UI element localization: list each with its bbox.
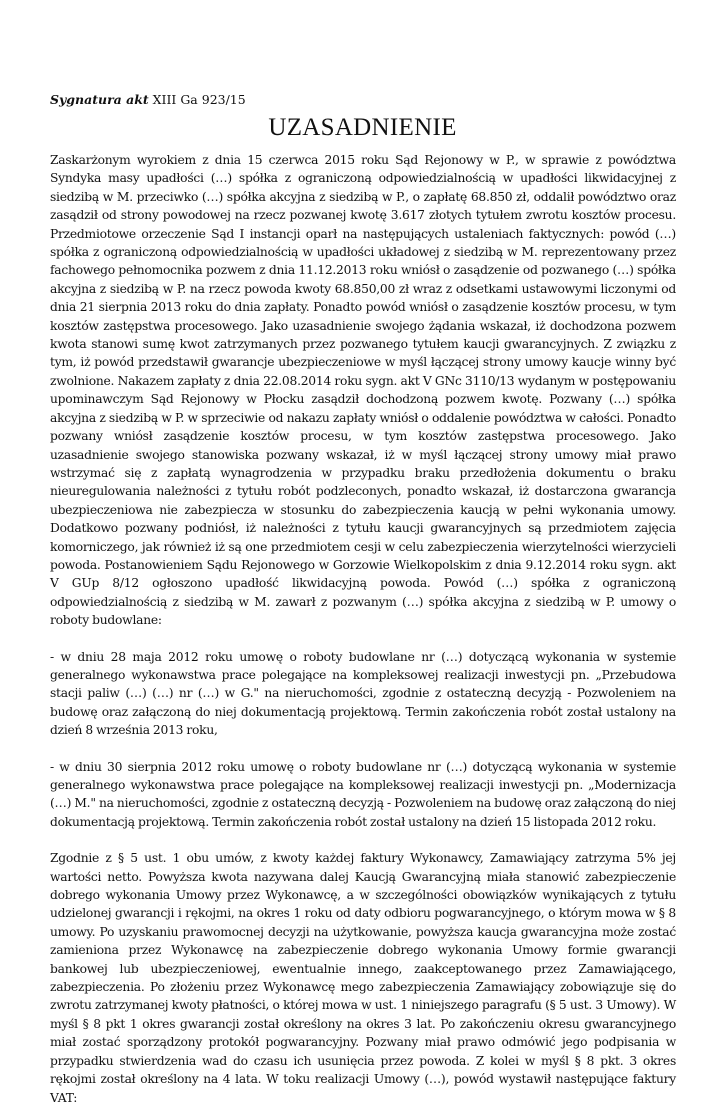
case-signature-value: XIII Ga 923/15: [152, 92, 246, 107]
document-body: [50, 151, 676, 1107]
case-signature: [50, 92, 246, 108]
document-title: UZASADNIENIE: [268, 114, 457, 141]
paragraph-contract-2: - w dniu 30 sierpnia 2012 roku umowę o roboty budowlane nr (…) dotyczącą wykonania w systemie generalnego wykonawstwa prace polegające na kompleksowej realizacji inwestycji pn. „Modernizacja (…) M." na nieruchomości, zgodnie z ostateczną decyzją - Pozwoleniem na budowę oraz załączoną do niej dokumentacją projektową. Termin zakończenia robót został ustalony na dzień 15 listopada 2012 roku.: [50, 759, 676, 829]
paragraph-judgment: Zaskarżonym wyrokiem z dnia 15 czerwca 2015 roku Sąd Rejonowy w P., w sprawie z powództwa Syndyka masy upadłości (…) spółka z ograniczoną odpowiedzialnością w upadłości likwidacyjnej z siedzibą w M. przeciwko (…) spółka akcyjna z siedzibą w P., o zapłatę 68.850 zł, oddalił powództwo oraz zasądził od strony powodowej na rzecz pozwanej kwotę 3.617 złotych tytułem zwrotu kosztów procesu. Przedmiotowe orzeczenie Sąd I instancji oparł na następujących ustaleniach faktycznych: powód (…) spółka z ograniczoną odpowiedzialnością w upadłości układowej z siedzibą w M. reprezentowany przez fachowego pełnomocnika pozwem z dnia 11.12.2013 roku wniósł o zasądzenie od pozwanego (…) spółka akcyjna z siedzibą w P. na rzecz powoda kwoty 68.850,00 zł wraz z odsetkami ustawowymi liczonymi od dnia 21 sierpnia 2013 roku do dnia zapłaty. Ponadto powód wniósł o zasądzenie kosztów procesu, w tym kosztów zastępstwa procesowego. Jako uzasadnienie swojego żądania wskazał, iż dochodzona pozwem kwota stanowi sumę kwot zatrzymanych przez pozwanego tytułem kaucji gwarancyjnych. Z związku z tym, iż powód przedstawił gwarancje ubezpieczeniowe w myśl łączącej strony umowy kaucje winny być zwolnione. Nakazem zapłaty z dnia 22.08.2014 roku sygn. akt V GNc 3110/13 wydanym w postępowaniu upominawczym Sąd Rejonowy w Płocku zasądził dochodzoną pozwem kwotę. Pozwany (…) spółka akcyjna z siedzibą w P. w sprzeciwie od nakazu zapłaty wniósł o oddalenie powództwa w całości. Ponadto pozwany wniósł zasądzenie kosztów procesu, w tym kosztów zastępstwa procesowego. Jako uzasadnienie swojego stanowiska pozwany wskazał, iż w myśl łączącej strony umowy miał prawo wstrzymać się z zapłatą wynagrodzenia w przypadku braku przedłożenia dokumentu o braku nieuregulowania należności z tytułu robót podzleconych, ponadto wskazał, iż dostarczona gwarancja ubezpieczeniowa nie zabezpiecza w stosunku do zabezpieczenia kaucją w pełni wykonania umowy. Dodatkowo pozwany podniósł, iż należności z tytułu kaucji gwarancyjnych są przedmiotem zajęcia komorniczego, jak również iż są one przedmiotem cesji w celu zabezpieczenia wierzytelności wierzycieli powoda. Postanowieniem Sądu Rejonowego w Gorzowie Wielkopolskim z dnia 9.12.2014 roku sygn. akt V GUp 8/12 ogłoszono upadłość likwidacyjną powoda. Powód (…) spółka z ograniczoną odpowiedzialnością z siedzibą w M. zawarł z pozwanym (…) spółka akcyjna z siedzibą w P. umowy o roboty budowlane:: [50, 153, 676, 628]
paragraph-contract-1: - w dniu 28 maja 2012 roku umowę o roboty budowlane nr (…) dotyczącą wykonania w systemie generalnego wykonawstwa prace polegające na kompleksowej realizacji inwestycji pn. „Przebudowa stacji paliw (…) (…) nr (…) w G." na nieruchomości, zgodnie z ostateczną decyzją - Pozwoleniem na budowę oraz załączoną do niej dokumentacją projektową. Termin zakończenia robót został ustalony na dzień 8 września 2013 roku,: [50, 649, 676, 738]
case-signature-label: Sygnatura akt: [50, 92, 149, 107]
paragraph-guarantee: Zgodnie z § 5 ust. 1 obu umów, z kwoty każdej faktury Wykonawcy, Zamawiający zatrzyma 5% jej wartości netto. Powyższa kwota nazywana dalej Kaucją Gwarancyjną miała stanowić zabezpieczenie dobrego wykonania Umowy przez Wykonawcę, a w szczególności obowiązków wynikających z tytułu udzielonej gwarancji i rękojmi, na okres 1 roku od daty odbioru pogwarancyjnego, o którym mowa w § 8 umowy. Po uzyskaniu prawomocnej decyzji na użytkowanie, powyższa kaucja gwarancyjna może zostać zamieniona przez Wykonawcę na zabezpieczenie dobrego wykonania Umowy formie gwarancji bankowej lub ubezpieczeniowej, ewentualnie innego, zaakceptowanego przez Zamawiającego, zabezpieczenia. Po złożeniu przez Wykonawcę mego zabezpieczenia Zamawiający zobowiązuje się do zwrotu zatrzymanej kwoty płatności, o której mowa w ust. 1 niniejszego paragrafu (§ 5 ust. 3 Umowy). W myśl § 8 pkt 1 okres gwarancji został określony na okres 3 lat. Po zakończeniu okresu gwarancyjnego miał zostać sporządzony protokół pogwarancyjny. Pozwany miał prawo odmówić jego podpisania w przypadku stwierdzenia wad do czasu ich usunięcia przez powoda. Z kolei w myśl § 8 pkt. 3 okres rękojmi został określony na 4 lata. W toku realizacji Umowy (…), powód wystawił następujące faktury VAT:: [50, 851, 676, 1105]
